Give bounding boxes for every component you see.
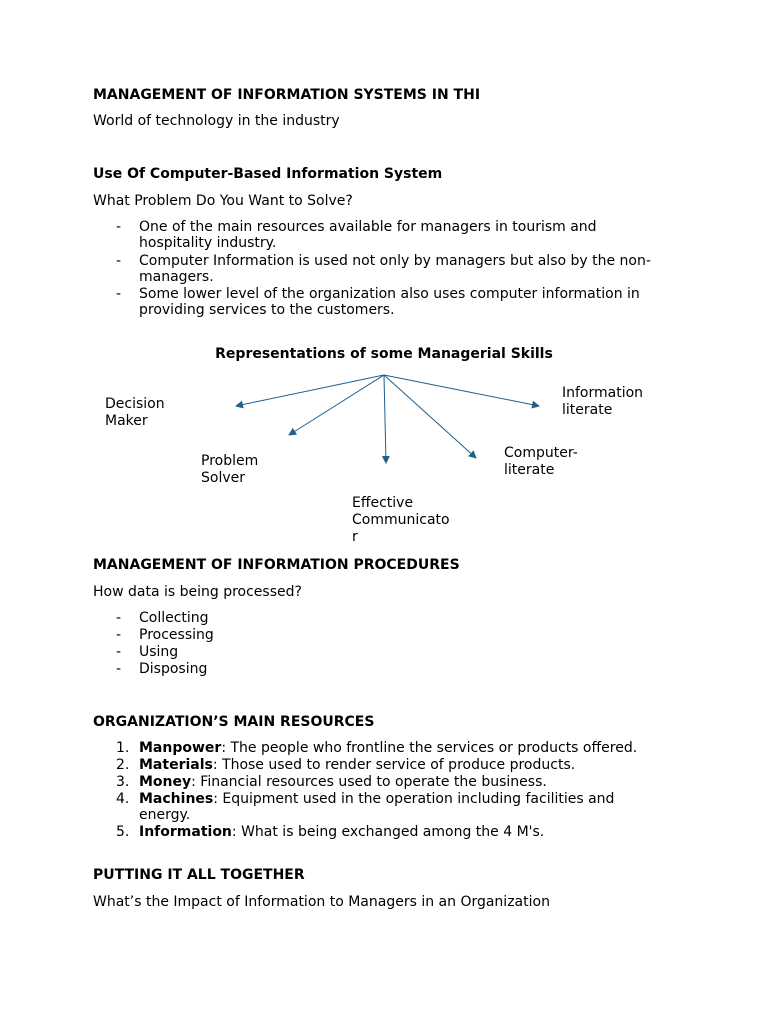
section1-heading: Use Of Computer-Based Information System [93, 166, 443, 182]
item-number: 4. [116, 791, 130, 807]
bullet-text: Processing [139, 627, 214, 643]
node-label: Information [562, 385, 644, 401]
bullet-text: Disposing [139, 661, 208, 677]
item-number: 3. [116, 774, 130, 790]
bullet-line: managers. [139, 269, 214, 285]
bullet-text: Using [139, 644, 179, 660]
item-description: : Financial resources used to operate the business. [191, 774, 547, 790]
bullet-marker: - [116, 286, 122, 302]
node-label: Problem [201, 453, 259, 469]
arrow-to-computer-literate [384, 375, 476, 458]
bullet-text: Collecting [139, 610, 209, 626]
bullet-line: One of the main resources available for managers in tourism and [139, 219, 597, 235]
node-label: literate [562, 402, 613, 418]
item-term: Materials [139, 757, 213, 773]
node-information-literate [562, 385, 643, 419]
item-description: : The people who frontline the services or products offered. [221, 740, 638, 756]
bullet-marker: - [116, 610, 122, 626]
bullet-line: Some lower level of the organization also uses computer information in [139, 286, 640, 302]
item-term: Money [139, 774, 192, 790]
node-computer-literate [504, 445, 578, 479]
node-label: Solver [201, 470, 245, 486]
item-description: : Equipment used in the operation including facilities and [213, 791, 615, 807]
node-effective-communicator [352, 495, 450, 545]
section3-heading: ORGANIZATION’S MAIN RESOURCES [93, 714, 375, 730]
node-label: Decision [105, 396, 165, 412]
bullet-marker: - [116, 661, 122, 677]
item-term: Information [139, 824, 232, 840]
arrow-to-effective-communicator [384, 375, 386, 463]
arrow-to-problem-solver [289, 375, 384, 435]
bullet-line: hospitality industry. [139, 235, 277, 251]
bullet-marker: - [116, 253, 122, 269]
arrow-to-decision-maker [236, 375, 384, 406]
node-label: Effective [352, 495, 414, 511]
item-number: 5. [116, 824, 130, 840]
node-label: literate [504, 462, 555, 478]
item-description: : What is being exchanged among the 4 M's. [231, 824, 545, 840]
item-description: : Those used to render service of produce products. [212, 757, 576, 773]
item-description-continued: energy. [139, 807, 191, 823]
item-term: Machines [139, 791, 214, 807]
bullet-marker: - [116, 644, 122, 660]
section2-heading: MANAGEMENT OF INFORMATION PROCEDURES [93, 557, 460, 573]
section4-heading: PUTTING IT ALL TOGETHER [93, 867, 305, 883]
diagram-title: Representations of some Managerial Skills [215, 346, 553, 362]
node-problem-solver [201, 453, 259, 486]
item-number: 1. [116, 740, 130, 756]
bullet-line: providing services to the customers. [139, 302, 395, 318]
bullet-line: Computer Information is used not only by managers but also by the non- [139, 253, 651, 269]
document-title: MANAGEMENT OF INFORMATION SYSTEMS IN THI [93, 87, 481, 103]
item-number: 2. [116, 757, 130, 773]
node-decision-maker [105, 396, 165, 429]
node-label: Communicato [352, 512, 450, 528]
node-label: Maker [105, 413, 148, 429]
node-label: Computer- [504, 445, 578, 461]
bullet-marker: - [116, 627, 122, 643]
section1-question: What Problem Do You Want to Solve? [93, 193, 353, 209]
item-term: Manpower [139, 740, 222, 756]
bullet-marker: - [116, 219, 122, 235]
node-label: r [352, 529, 358, 545]
section4-text: What’s the Impact of Information to Managers in an Organization [93, 894, 550, 910]
arrow-to-information-literate [384, 375, 539, 406]
section2-question: How data is being processed? [93, 584, 302, 600]
document-subtitle: World of technology in the industry [93, 113, 340, 129]
